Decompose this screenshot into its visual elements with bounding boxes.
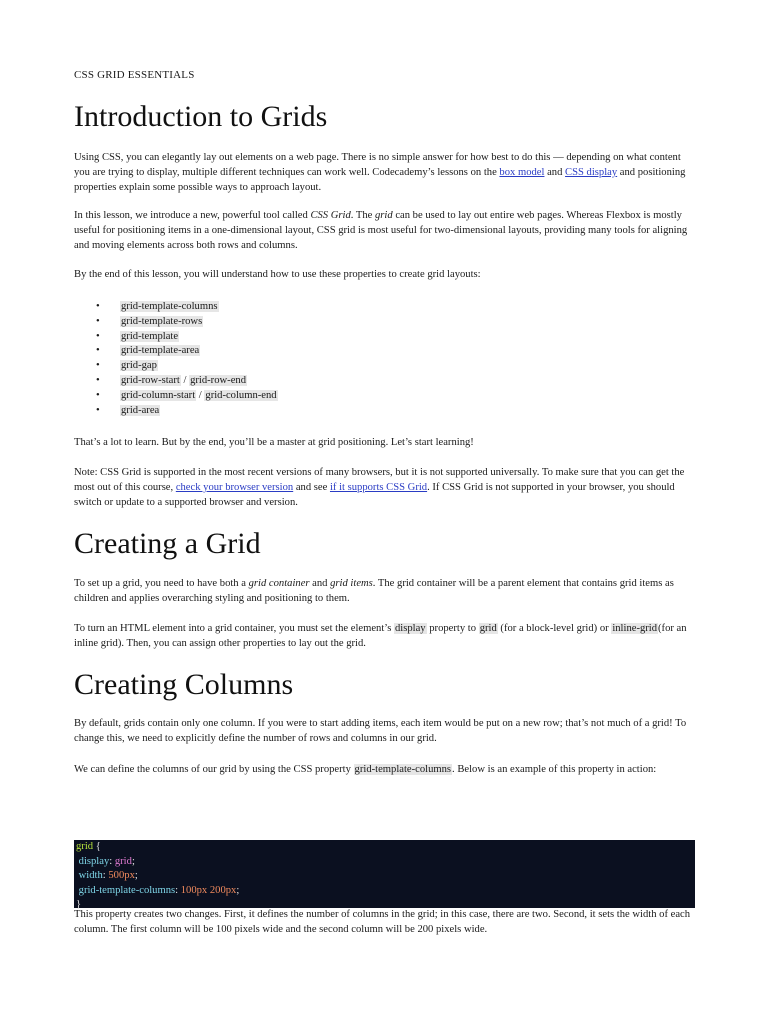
link-check-browser-version[interactable]: check your browser version [175, 481, 294, 493]
inline-code-display: display [395, 623, 426, 634]
property-name: grid-template-area [121, 345, 200, 357]
property-list-item [120, 359, 278, 374]
code-line-width: width: 500px; [76, 870, 138, 881]
property-list-item: • grid-row-start / grid-row-end [120, 374, 278, 389]
property-list-item [120, 300, 278, 315]
creating-columns-paragraph-3: This property creates two changes. First, it defines the number of columns in the grid; in this case, there are two. Second, it sets the width of each column. The first column will be 100 pixels wide and the second column will be 200 pixels wide. [74, 909, 691, 935]
code-line-display: display: grid; [76, 855, 135, 867]
grid-properties-list [74, 300, 278, 418]
intro-paragraph-2: In this lesson, we introduce a new, powerful tool called CSS Grid. The grid can be used to lay out entire web pages. Whereas Flexbox is mostly useful for positioning items in a one-dimensional layout, CSS grid is most useful for two-dimensional layouts, providing many tools for aligning and moving elements across both rows and columns. [74, 210, 688, 251]
link-css-display[interactable]: CSS display [565, 166, 618, 178]
property-list-item [120, 330, 278, 345]
property-list-item: • grid-column-start / grid-column-end [120, 389, 278, 404]
property-name: grid-row-start [121, 374, 180, 386]
property-list-item [120, 315, 278, 330]
inline-code-inline-grid: inline-grid [612, 623, 658, 634]
creating-columns-paragraph-1: By default, grids contain only one column. If you were to start adding items, each item would be put on a new row; that’s not much of a grid! To change this, we need to explicitly define the number of rows and columns in our grid. [74, 718, 687, 744]
code-line-grid-template-columns: grid-template-columns: 100px 200px; [76, 884, 240, 896]
property-list-item [120, 404, 278, 419]
intro-paragraph-5: Note: CSS Grid is supported in the most recent versions of many browsers, but it is not supported universally. To make sure that you can get the most out of this course, check your browser version and see if it supports CSS Grid. If CSS Grid is not supported in your browser, you should switch or update to a supported browser and version. [74, 467, 685, 508]
property-list-item [120, 344, 278, 359]
code-example-block [74, 840, 695, 908]
heading-creating-columns: Creating Columns [74, 668, 294, 701]
course-kicker: CSS GRID ESSENTIALS [74, 69, 195, 81]
code-line-selector: grid { [76, 841, 101, 852]
property-name: grid-gap [121, 360, 157, 372]
property-name: grid-template-rows [121, 315, 203, 327]
property-name: grid-template-columns [121, 301, 218, 312]
creating-grid-paragraph-2: To turn an HTML element into a grid container, you must set the element’s display property to grid (for a block-level grid) or inline-grid(for an inline grid). Then, you can assign other properties to lay out the grid. [74, 623, 687, 649]
inline-code-grid-template-columns: grid-template-columns [354, 764, 452, 775]
intro-paragraph-4: That’s a lot to learn. But by the end, you’ll be a master at grid positioning. Let’s start learning! [74, 437, 474, 448]
creating-columns-paragraph-2: We can define the columns of our grid by using the CSS property grid-template-columns. Below is an example of this property in action: [74, 764, 657, 775]
heading-introduction: Introduction to Grids [74, 100, 328, 133]
intro-paragraph-3: By the end of this lesson, you will understand how to use these properties to create grid layouts: [74, 269, 481, 280]
property-name: grid-template [121, 330, 179, 342]
code-line-close: } [76, 899, 82, 910]
inline-code-grid: grid [479, 623, 497, 634]
property-name: grid-column-end [205, 389, 277, 401]
property-name: grid-row-end [190, 374, 246, 386]
intro-paragraph-1: Using CSS, you can elegantly lay out elements on a web page. There is no simple answer for how best to do this — depending on what content you are trying to display, multiple different techniques can work well. Codecademy’s lessons on the box model and CSS display and positioning properties explain some possible ways to approach layout. [74, 152, 686, 193]
property-name: grid-column-start [121, 389, 196, 401]
heading-creating-grid: Creating a Grid [74, 527, 261, 560]
link-supports-css-grid[interactable]: if it supports CSS Grid [329, 481, 428, 493]
link-box-model[interactable]: box model [499, 166, 545, 178]
creating-grid-paragraph-1: To set up a grid, you need to have both a grid container and grid items. The grid container will be a parent element that contains grid items as children and applies overarching styling and positioning to them. [74, 578, 674, 604]
property-name: grid-area [121, 404, 160, 416]
